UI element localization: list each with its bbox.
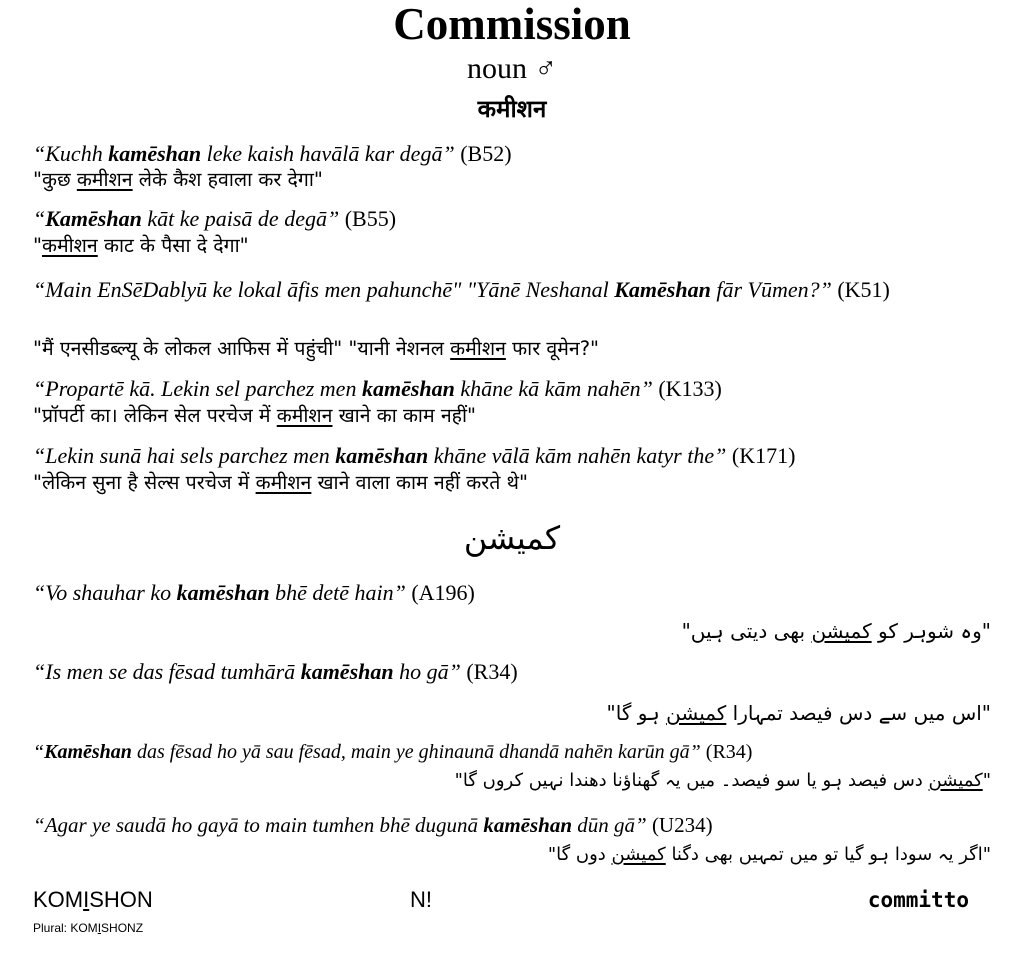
etymology-word: committo [867, 888, 969, 912]
urdu-example-nastaliq: "وہ شوہر کو کمیشن بھی دیتی ہیں" [681, 619, 991, 643]
urdu-headword: کمیشن [463, 519, 561, 557]
hindi-example-devanagari: "लेकिन सुना है सेल्स परचेज में कमीशन खाने वाला काम नहीं करते थे" [33, 471, 528, 494]
hindi-headword: कमीशन [477, 95, 547, 123]
entry-title: Commission [393, 0, 631, 49]
hindi-example-translit: “Propartē kā. Lekin sel parchez men kamēshan khāne kā kām nahēn” (K133) [33, 376, 722, 401]
part-of-speech: noun ♂ [467, 52, 557, 85]
plural-form: Plural: KOMISHONZ [33, 921, 144, 935]
urdu-example-translit: “Is men se das fēsad tumhārā kamēshan ho gā” (R34) [33, 659, 518, 684]
hindi-example-devanagari: "प्रॉपर्टी का। लेकिन सेल परचेज में कमीशन खाने का काम नहीं" [33, 404, 477, 427]
pronunciation: KOMISHON [33, 887, 153, 912]
hindi-example-translit: “Kamēshan kāt ke paisā de degā” (B55) [33, 206, 397, 231]
hindi-example-devanagari: "कमीशन काट के पैसा दे देगा" [33, 234, 249, 257]
hindi-example-devanagari: "मैं एनसीडब्ल्यू के लोकल आफिस में पहुंची" "यानी नेशनल कमीशन फार वूमेन?" [33, 337, 600, 360]
hindi-example-translit: “Main EnSēDablyū ke lokal āfis men pahunchē" "Yānē Neshanal Kamēshan fār Vūmen?” (K51) [33, 277, 890, 302]
urdu-example-nastaliq: "اگر یہ سودا ہو گیا تو میں تمہیں بھی دگنا کمیشن دوں گا" [547, 844, 991, 865]
hindi-example-translit: “Lekin sunā hai sels parchez men kamēshan khāne vālā kām nahēn katyr the” (K171) [33, 443, 796, 468]
urdu-example-nastaliq: "اس میں سے دس فیصد تمہارا کمیشن ہو گا" [606, 701, 991, 725]
urdu-example-translit: “Agar ye saudā ho gayā to main tumhen bhē dugunā kamēshan dūn gā” (U234) [33, 813, 713, 837]
hindi-example-devanagari: "कुछ कमीशन लेके कैश हवाला कर देगा" [33, 168, 323, 191]
urdu-example-translit: “Kamēshan das fēsad ho yā sau fēsad, main ye ghinaunā dhandā nahēn karūn gā” (R34) [33, 741, 753, 763]
hindi-example-translit: “Kuchh kamēshan leke kaish havālā kar degā” (B52) [33, 141, 512, 166]
gender-marker: N! [410, 887, 432, 912]
urdu-example-translit: “Vo shauhar ko kamēshan bhē detē hain” (A196) [33, 580, 475, 605]
urdu-example-nastaliq: "کمیشن دس فیصد ہو یا سو فیصد۔ میں یہ گھناؤنا دھندا نہیں کروں گا" [454, 770, 991, 791]
